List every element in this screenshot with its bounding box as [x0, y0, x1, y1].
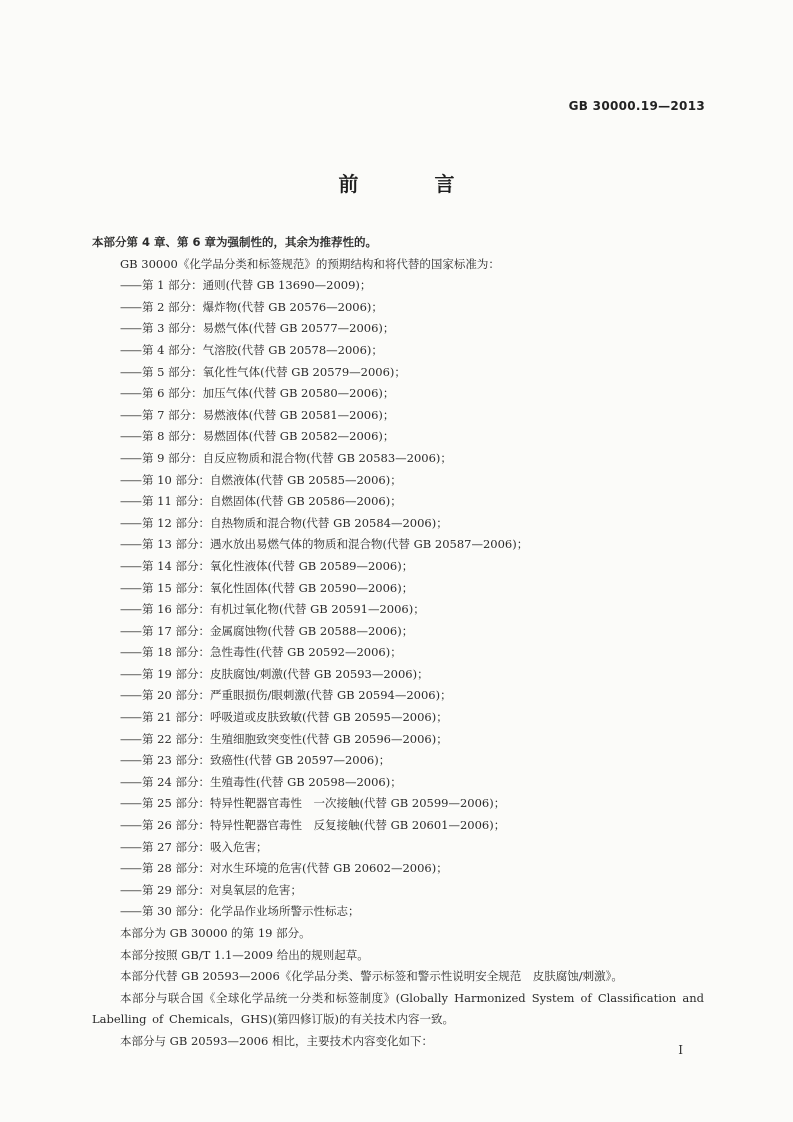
list-dash: —— — [120, 666, 141, 681]
list-item — [92, 534, 704, 556]
list-item-text: 第 16 部分：有机过氧化物(代替 GB 20591—2006)； — [142, 602, 425, 617]
list-item-text: 第 5 部分：氧化性气体(代替 GB 20579—2006)； — [142, 364, 406, 379]
list-item — [92, 297, 704, 319]
list-item — [92, 729, 704, 751]
list-dash: —— — [120, 494, 141, 509]
list-item — [92, 642, 704, 664]
list-item — [92, 491, 704, 513]
list-item — [92, 405, 704, 427]
list-item-text: 第 14 部分：氧化性液体(代替 GB 20589—2006)； — [142, 558, 414, 573]
list-item-text: 第 2 部分：爆炸物(代替 GB 20576—2006)； — [142, 299, 383, 314]
list-item — [92, 772, 704, 794]
list-item — [92, 858, 704, 880]
list-item-text: 第 26 部分：特异性靶器官毒性 反复接触(代替 GB 20601—2006)； — [142, 818, 506, 833]
list-dash: —— — [120, 688, 141, 703]
list-dash: —— — [120, 774, 141, 789]
list-item-text: 第 29 部分：对臭氧层的危害； — [142, 882, 302, 897]
parts-list — [92, 275, 704, 923]
list-item-text: 第 10 部分：自燃液体(代替 GB 20585—2006)； — [142, 472, 402, 487]
list-dash: —— — [120, 710, 141, 725]
list-item-text: 第 21 部分：呼吸道或皮肤致敏(代替 GB 20595—2006)； — [142, 710, 448, 725]
list-item-text: 第 3 部分：易燃气体(代替 GB 20577—2006)； — [142, 321, 395, 336]
list-item-text: 第 13 部分：遇水放出易燃气体的物质和混合物(代替 GB 20587—2006)； — [142, 537, 529, 552]
list-dash: —— — [120, 278, 141, 293]
list-dash: —— — [120, 537, 141, 552]
list-dash: —— — [120, 429, 141, 444]
list-item-text: 第 20 部分：严重眼损伤/眼刺激(代替 GB 20594—2006)； — [142, 688, 452, 703]
list-item-text: 第 15 部分：氧化性固体(代替 GB 20590—2006)； — [142, 580, 414, 595]
drafting-note: 本部分按照 GB/T 1.1—2009 给出的规则起草。 — [120, 947, 369, 962]
foreword-body — [92, 232, 704, 1053]
list-item — [92, 383, 704, 405]
list-item — [92, 275, 704, 297]
page-number: I — [678, 1043, 683, 1057]
list-item — [92, 837, 704, 859]
list-item-text: 第 19 部分：皮肤腐蚀/刺激(代替 GB 20593—2006)； — [142, 666, 429, 681]
list-dash: —— — [120, 623, 141, 638]
list-item — [92, 685, 704, 707]
list-dash: —— — [120, 472, 141, 487]
list-dash: —— — [120, 753, 141, 768]
list-dash: —— — [120, 882, 141, 897]
list-dash: —— — [120, 861, 141, 876]
list-item — [92, 578, 704, 600]
list-dash: —— — [120, 386, 141, 401]
replaces-note: 本部分代替 GB 20593—2006《化学品分类、警示标签和警示性说明安全规范 皮肤腐蚀/刺激》。 — [120, 969, 623, 984]
mandatory-note: 本部分第 4 章、第 6 章为强制性的，其余为推荐性的。 — [92, 235, 378, 249]
list-item-text: 第 22 部分：生殖细胞致突变性(代替 GB 20596—2006)； — [142, 731, 448, 746]
list-item-text: 第 6 部分：加压气体(代替 GB 20580—2006)； — [142, 386, 395, 401]
structure-note: GB 30000《化学品分类和标签规范》的预期结构和将代替的国家标准为： — [120, 256, 500, 271]
list-dash: —— — [120, 515, 141, 530]
list-dash: —— — [120, 904, 141, 919]
list-item — [92, 556, 704, 578]
list-item — [92, 448, 704, 470]
list-item — [92, 901, 704, 923]
list-dash: —— — [120, 321, 141, 336]
consistency-note: 本部分与联合国《全球化学品统一分类和标签制度》(Globally Harmonized System of Classification and Labelling of Chemicals，GHS)(第四修订版)的有关技术内容一致。 — [92, 990, 704, 1027]
list-dash: —— — [120, 342, 141, 357]
list-item-text: 第 25 部分：特异性靶器官毒性 一次接触(代替 GB 20599—2006)； — [142, 796, 506, 811]
list-dash: —— — [120, 602, 141, 617]
page-title: 前 言 — [338, 172, 483, 196]
list-item-text: 第 12 部分：自热物质和混合物(代替 GB 20584—2006)； — [142, 515, 448, 530]
list-dash: —— — [120, 645, 141, 660]
list-item — [92, 664, 704, 686]
list-item — [92, 599, 704, 621]
list-item-text: 第 17 部分：金属腐蚀物(代替 GB 20588—2006)； — [142, 623, 414, 638]
list-item — [92, 621, 704, 643]
list-item-text: 第 1 部分：通则(代替 GB 13690—2009)； — [142, 278, 372, 293]
list-item — [92, 470, 704, 492]
list-item-text: 第 4 部分：气溶胶(代替 GB 20578—2006)； — [142, 342, 383, 357]
standard-code: GB 30000.19—2013 — [568, 99, 705, 113]
list-item-text: 第 28 部分：对水生环境的危害(代替 GB 20602—2006)； — [142, 861, 448, 876]
list-item-text: 第 27 部分：吸入危害； — [142, 839, 268, 854]
list-dash: —— — [120, 450, 141, 465]
list-item — [92, 340, 704, 362]
list-dash: —— — [120, 818, 141, 833]
list-item-text: 第 24 部分：生殖毒性(代替 GB 20598—2006)； — [142, 774, 402, 789]
changes-note: 本部分与 GB 20593—2006 相比，主要技术内容变化如下： — [120, 1033, 433, 1048]
list-item-text: 第 9 部分：自反应物质和混合物(代替 GB 20583—2006)； — [142, 450, 452, 465]
list-dash: —— — [120, 580, 141, 595]
list-item-text: 第 11 部分：自燃固体(代替 GB 20586—2006)； — [142, 494, 402, 509]
list-item — [92, 750, 704, 772]
list-dash: —— — [120, 299, 141, 314]
list-item-text: 第 23 部分：致癌性(代替 GB 20597—2006)； — [142, 753, 391, 768]
list-item — [92, 513, 704, 535]
list-dash: —— — [120, 407, 141, 422]
list-dash: —— — [120, 796, 141, 811]
list-item — [92, 318, 704, 340]
list-dash: —— — [120, 839, 141, 854]
list-item-text: 第 18 部分：急性毒性(代替 GB 20592—2006)； — [142, 645, 402, 660]
list-item-text: 第 8 部分：易燃固体(代替 GB 20582—2006)； — [142, 429, 395, 444]
list-dash: —— — [120, 558, 141, 573]
list-item-text: 第 7 部分：易燃液体(代替 GB 20581—2006)； — [142, 407, 395, 422]
list-item — [92, 793, 704, 815]
list-item — [92, 362, 704, 384]
list-item — [92, 880, 704, 902]
list-item — [92, 707, 704, 729]
list-item — [92, 815, 704, 837]
list-item — [92, 426, 704, 448]
list-dash: —— — [120, 364, 141, 379]
list-dash: —— — [120, 731, 141, 746]
list-item-text: 第 30 部分：化学品作业场所警示性标志； — [142, 904, 360, 919]
part-of-note: 本部分为 GB 30000 的第 19 部分。 — [120, 926, 311, 940]
